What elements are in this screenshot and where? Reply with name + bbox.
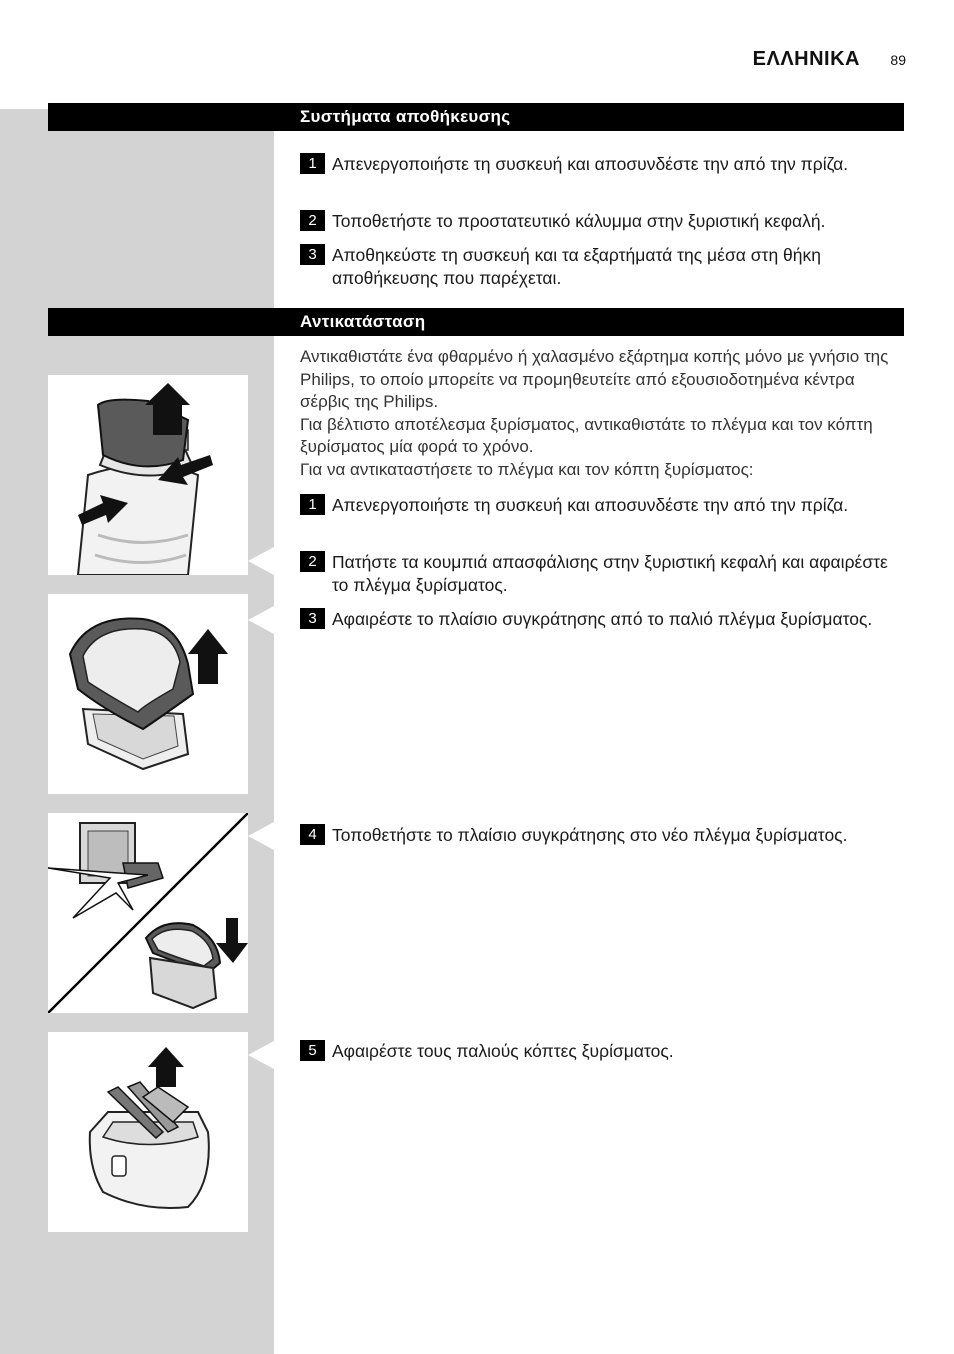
storage-step-1	[300, 153, 904, 176]
replacement-step-5	[300, 1040, 904, 1063]
replacement-intro	[300, 346, 904, 481]
step-number: 1	[300, 494, 325, 515]
image-pointer	[248, 606, 274, 634]
illustration-attach-retaining-frame	[48, 813, 248, 1013]
step-text: Απενεργοποιήστε τη συσκευή και αποσυνδέστε την από την πρίζα.	[332, 154, 849, 174]
step-number: 3	[300, 244, 325, 265]
step-text: Πατήστε τα κουμπιά απασφάλισης στην ξυριστική κεφαλή και αφαιρέστε το πλέγμα ξυρίσματος.	[332, 552, 888, 595]
replacement-step-3	[300, 608, 904, 631]
replacement-step-2	[300, 551, 904, 597]
illustration-remove-retaining-frame	[48, 594, 248, 794]
replacement-step-1	[300, 494, 904, 517]
image-pointer	[248, 822, 274, 850]
illustration-press-release-buttons	[48, 375, 248, 575]
image-pointer	[248, 1041, 274, 1069]
step-text: Αφαιρέστε τους παλιούς κόπτες ξυρίσματος.	[332, 1041, 674, 1061]
section-title: Συστήματα αποθήκευσης	[300, 107, 511, 126]
step-text: Αποθηκεύστε τη συσκευή και τα εξαρτήματά της μέσα στη θήκη αποθήκευσης που παρέχεται.	[332, 245, 821, 288]
intro-paragraph: Αντικαθιστάτε ένα φθαρμένο ή χαλασμένο εξάρτημα κοπής μόνο με γνήσιο της Philips, το οποίο μπορείτε να προμηθευτείτε από εξουσιοδοτημένα κέντρα σέρβις της Philips.	[300, 347, 889, 411]
page-number: 89	[890, 52, 906, 68]
language-heading: ΕΛΛΗΝΙΚΑ	[752, 48, 860, 70]
section-title-bar-replacement	[48, 308, 904, 336]
step-number: 4	[300, 824, 325, 845]
step-text: Τοποθετήστε το πλαίσιο συγκράτησης στο νέο πλέγμα ξυρίσματος.	[332, 825, 848, 845]
step-number: 2	[300, 210, 325, 231]
image-pointer	[248, 547, 274, 575]
step-number: 2	[300, 551, 325, 572]
storage-step-3	[300, 244, 904, 290]
intro-paragraph: Για να αντικαταστήσετε το πλέγμα και τον κόπτη ξυρίσματος:	[300, 459, 754, 479]
intro-paragraph: Για βέλτιστο αποτέλεσμα ξυρίσματος, αντικαθιστάτε το πλέγμα και τον κόπτη ξυρίσματος μία φορά το χρόνο.	[300, 414, 873, 456]
step-text: Αφαιρέστε το πλαίσιο συγκράτησης από το παλιό πλέγμα ξυρίσματος.	[332, 609, 873, 629]
step-number: 5	[300, 1040, 325, 1061]
section-title: Αντικατάσταση	[300, 312, 426, 331]
section-title-bar-storage	[48, 103, 904, 131]
illustration-remove-cutters	[48, 1032, 248, 1232]
step-number: 3	[300, 608, 325, 629]
step-number: 1	[300, 153, 325, 174]
step-text: Απενεργοποιήστε τη συσκευή και αποσυνδέστε την από την πρίζα.	[332, 495, 849, 515]
storage-step-2	[300, 210, 904, 233]
replacement-step-4	[300, 824, 904, 847]
step-text: Τοποθετήστε το προστατευτικό κάλυμμα στην ξυριστική κεφαλή.	[332, 211, 826, 231]
